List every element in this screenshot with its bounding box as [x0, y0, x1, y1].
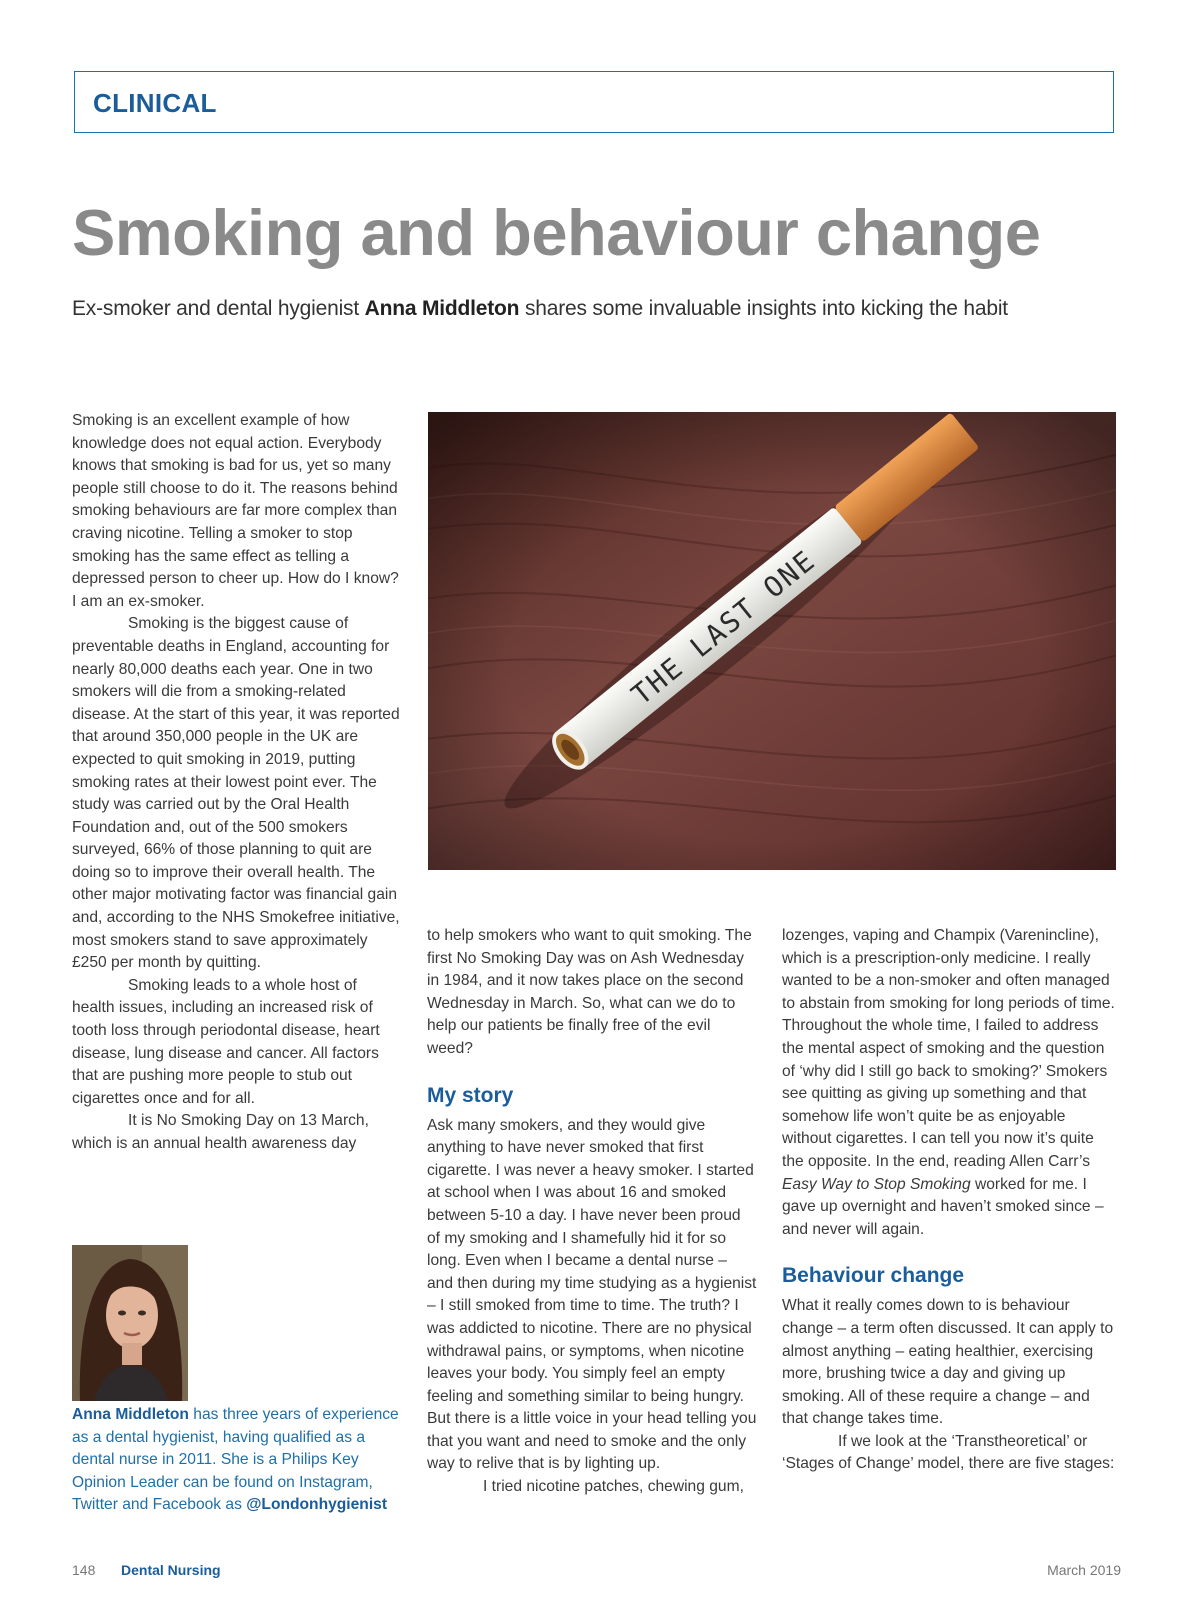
- article-title: Smoking and behaviour change: [72, 196, 1041, 269]
- paragraph-text: worked for me. I gave up overnight and haven’t smoked since – and never will again.: [782, 1175, 1104, 1238]
- article-standfirst: [72, 297, 1008, 321]
- section-header-box: [74, 71, 1114, 133]
- author-portrait: [72, 1245, 188, 1401]
- cigarette-writing: THE LAST ONE: [625, 543, 822, 712]
- body-column-2: [427, 925, 757, 1499]
- paragraph: What it really comes down to is behaviour change – a term often discussed. It can apply to almost anything – eating healthier, exercising more, brushing twice a day and giving up smoking. All of these require a change – and that change takes time.: [782, 1297, 1114, 1428]
- section-label: CLINICAL: [93, 88, 217, 118]
- subheading-behaviour-change: Behaviour change: [782, 1264, 965, 1288]
- paragraph: It is No Smoking Day on 13 March, which is an annual health awareness day: [72, 1112, 369, 1152]
- page-number: 148: [72, 1562, 96, 1578]
- subheading-my-story: My story: [427, 1083, 514, 1107]
- bio-author-name: Anna Middleton: [72, 1406, 189, 1423]
- paragraph: to help smokers who want to quit smoking. The first No Smoking Day was on Ash Wednesday in 1984, and it now takes place on the second Wednesday in March. So, what can we do to help our patients be finally free of the evil weed?: [427, 927, 752, 1057]
- author-bio: [72, 1404, 407, 1517]
- standfirst-tail: shares some invaluable insights into kicking the habit: [519, 297, 1008, 320]
- paragraph: Smoking leads to a whole host of health issues, including an increased risk of tooth loss through periodontal disease, heart disease, lung disease and cancer. All factors that are pushing more people to stub out cigarettes once and for all.: [72, 976, 380, 1107]
- paragraph: Smoking is the biggest cause of preventable deaths in England, accounting for nearly 80,000 deaths each year. One in two smokers will die from a smoking-related disease. At the start of this year, it was reported that around 350,000 people in the UK are expected to quit smoking in 2019, putting smoking rates at their lowest point ever. The study was carried out by the Oral Health Foundation and, out of the 500 smokers surveyed, 66% of those planning to quit are doing so to improve their overall health. The other major motivating factor was financial gain and, according to the NHS Smokefree initiative, most smokers stand to save approximately £250 per month by quitting.: [72, 615, 400, 972]
- paragraph: [782, 925, 1117, 1241]
- paragraph: If we look at the ‘Transtheoretical’ or ‘Stages of Change’ model, there are five stages:: [782, 1432, 1115, 1473]
- body-column-1: [72, 410, 402, 1156]
- cigarette-illustration: [428, 412, 1116, 870]
- bio-text: has three years of experience as a dental hygienist, having qualified as a dental nurse in 2011. She is a Philips Key Opinion Leader can be found on Instagram, Twitter and Facebook as: [72, 1406, 399, 1514]
- book-title: Easy Way to Stop Smoking: [782, 1175, 971, 1193]
- paragraph: I tried nicotine patches, chewing gum,: [483, 1478, 744, 1496]
- standfirst-author: Anna Middleton: [364, 297, 520, 320]
- bio-handle: @Londonhygienist: [246, 1496, 388, 1514]
- magazine-name: Dental Nursing: [121, 1562, 221, 1578]
- body-column-3: [782, 925, 1117, 1476]
- standfirst-lead: Ex-smoker and dental hygienist: [72, 297, 365, 320]
- issue-date: March 2019: [1047, 1562, 1121, 1578]
- paragraph: Ask many smokers, and they would give anything to have never smoked that first cigarette. I was never a heavy smoker. I started at school when I was about 16 and smoked between 5-10 a day. I have never been proud of my smoking and I shamefully hid it for so long. Even when I became a dental nurse – and then during my time studying as a hygienist – I still smoked from time to time. The truth? I was addicted to nicotine. There are no physical withdrawal pains, or symptoms, when nicotine leaves your body. You simply feel an empty feeling and something similar to being hungry. But there is a little voice in your head telling you that you want and need to smoke and the only way to relive that is by lighting up.: [427, 1116, 757, 1473]
- paragraph: Smoking is an excellent example of how knowledge does not equal action. Everybody knows that smoking is bad for us, yet so many people still choose to do it. The reasons behind smoking behaviours are far more complex than craving nicotine. Telling a smoker to stop smoking has the same effect as telling a depressed person to cheer up. How do I know? I am an ex-smoker.: [72, 412, 399, 610]
- paragraph-text: lozenges, vaping and Champix (Varenincline), which is a prescription-only medicine. I really wanted to be a non-smoker and often managed to abstain from smoking for long periods of time. Throughout the whole time, I failed to address the mental aspect of smoking and the question of ‘why did I still go back to smoking?’ Smokers see quitting as giving up something and that somehow life won’t quite be as enjoyable without cigarettes. I can tell you now it’s quite the opposite. In the end, reading Allen Carr’s: [782, 927, 1115, 1170]
- cigarette-photo: [428, 412, 1116, 870]
